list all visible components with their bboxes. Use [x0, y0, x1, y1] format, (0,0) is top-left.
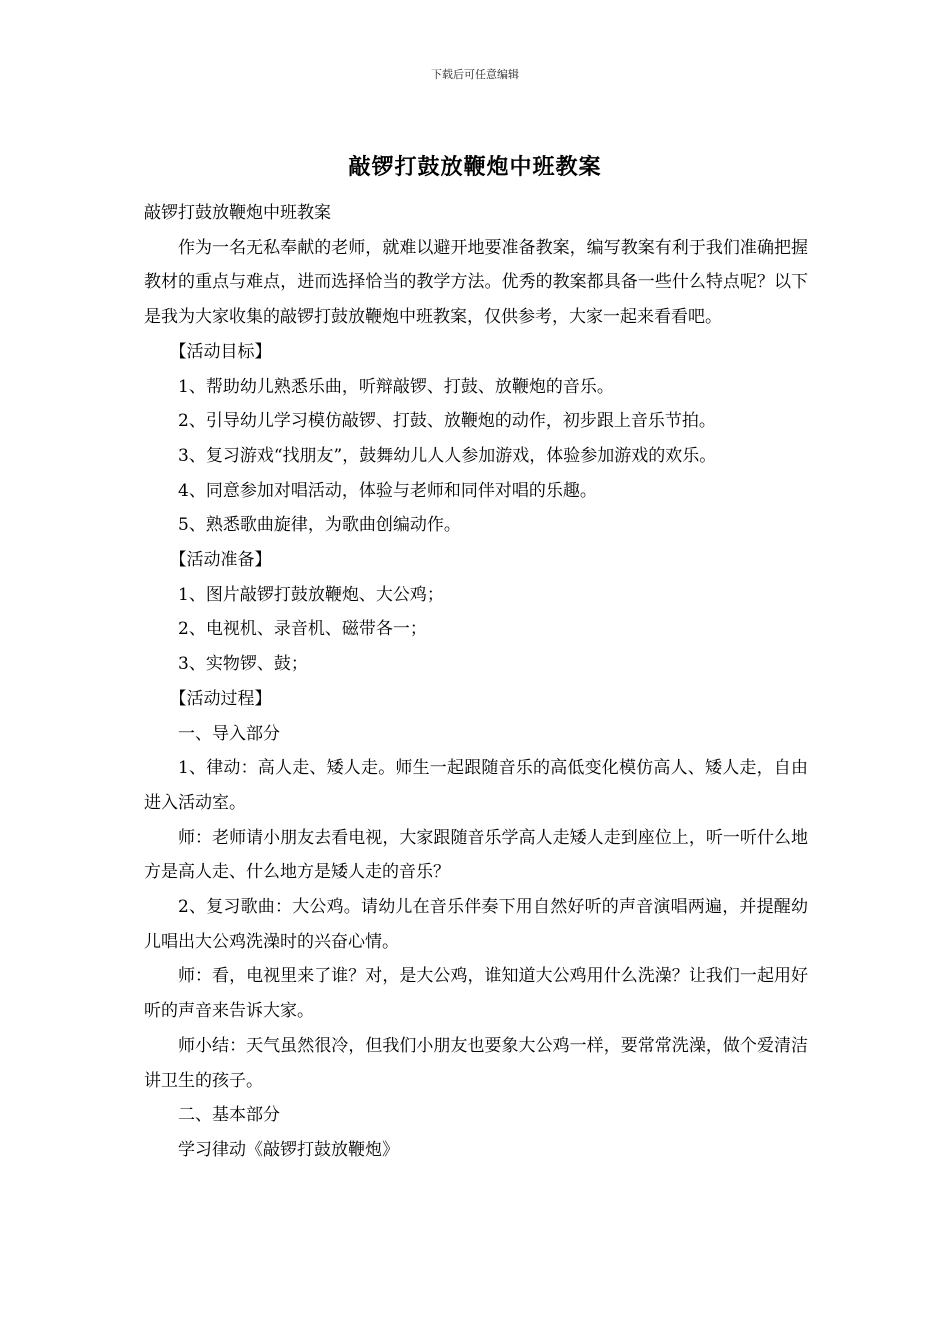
section-heading-prep: 【活动准备】	[169, 550, 272, 571]
paragraph-subtitle: 敲锣打鼓放鞭炮中班教案	[144, 203, 331, 223]
subsection-heading: 二、基本部分	[178, 1105, 280, 1126]
document-title: 敲锣打鼓放鞭炮中班教案	[348, 154, 602, 180]
paragraph: 师小结：天气虽然很冷，但我们小朋友也要象大公鸡一样，要常常洗澡，做个爱清洁讲卫生的孩子。	[144, 1035, 808, 1091]
subsection-heading: 一、导入部分	[178, 723, 280, 744]
paragraph: 师：看，电视里来了谁？对，是大公鸡，谁知道大公鸡用什么洗澡？让我们一起用好听的声音来告诉大家。	[144, 966, 808, 1022]
list-item: 2、电视机、录音机、磁带各一；	[178, 619, 427, 640]
section-heading-goals: 【活动目标】	[169, 341, 272, 362]
section-heading-process: 【活动过程】	[169, 688, 272, 709]
list-item: 1、图片敲锣打鼓放鞭炮、大公鸡；	[178, 584, 444, 605]
paragraph: 学习律动《敲锣打鼓放鞭炮》	[178, 1139, 399, 1160]
paragraph: 1、律动：高人走、矮人走。师生一起跟随音乐的高低变化模仿高人、矮人走，自由进入活动室。	[144, 758, 808, 813]
paragraph: 2、复习歌曲：大公鸡。请幼儿在音乐伴奏下用自然好听的声音演唱两遍，并提醒幼儿唱出大公鸡洗澡时的兴奋心情。	[144, 897, 808, 952]
header-note: 下载后可任意编辑	[431, 68, 519, 81]
document-body	[144, 196, 808, 1168]
paragraph-intro: 作为一名无私奉献的老师，就难以避开地要准备教案，编写教案有利于我们准确把握教材的重点与难点，进而选择恰当的教学方法。优秀的教案都具备一些什么特点呢？以下是我为大家收集的敲锣打鼓放鞭炮中班教案，仅供参考，大家一起来看看吧。	[144, 237, 808, 328]
list-item: 3、实物锣、鼓；	[178, 654, 308, 675]
list-item: 1、帮助幼儿熟悉乐曲，听辩敲锣、打鼓、放鞭炮的音乐。	[178, 376, 614, 397]
paragraph: 师：老师请小朋友去看电视，大家跟随音乐学高人走矮人走到座位上，听一听什么地方是高人走、什么地方是矮人走的音乐？	[144, 827, 808, 883]
list-item: 4、同意参加对唱活动，体验与老师和同伴对唱的乐趣。	[178, 480, 597, 501]
list-item: 2、引导幼儿学习模仿敲锣、打鼓、放鞭炮的动作，初步跟上音乐节拍。	[178, 411, 716, 432]
list-item: 3、复习游戏“找朋友”，鼓舞幼儿人人参加游戏，体验参加游戏的欢乐。	[178, 445, 717, 466]
list-item: 5、熟悉歌曲旋律，为歌曲创编动作。	[178, 515, 461, 536]
